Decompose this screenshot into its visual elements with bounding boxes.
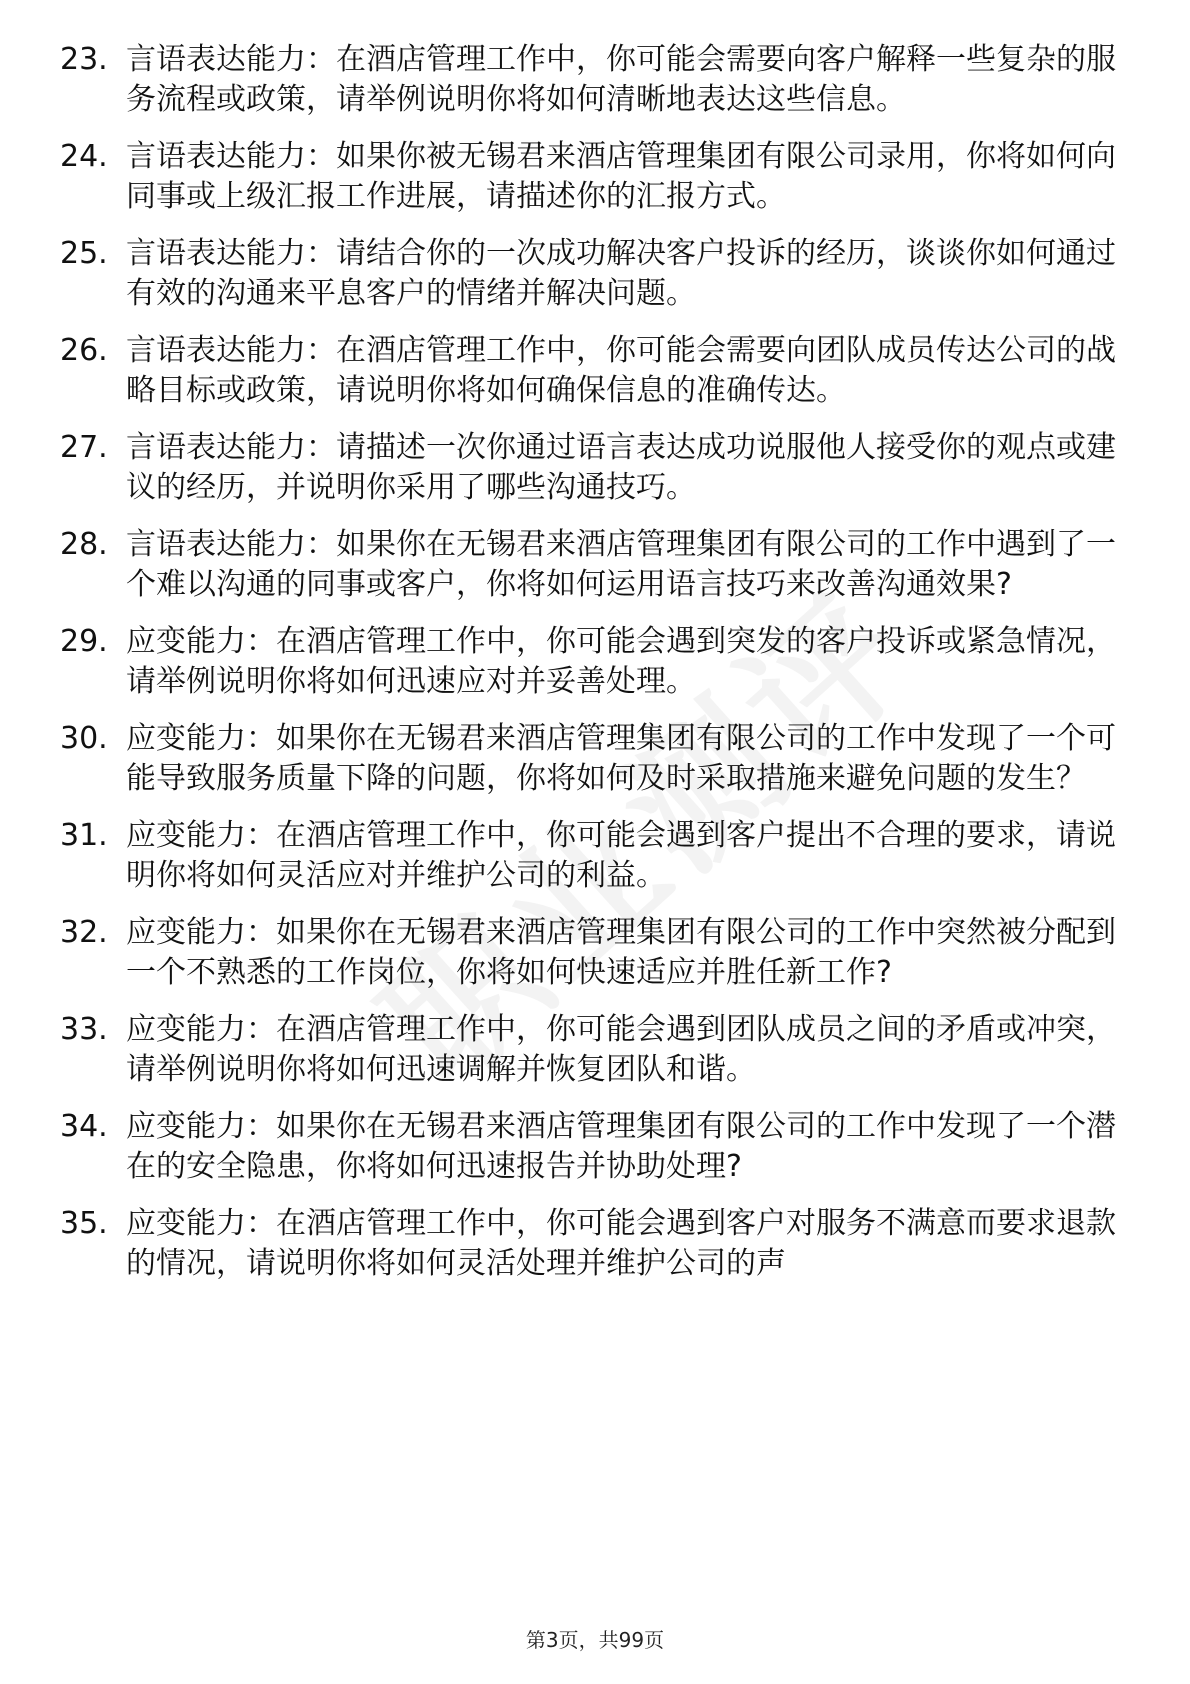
question-item: [60, 622, 1140, 702]
question-text: 应变能力：如果你在无锡君来酒店管理集团有限公司的工作中突然被分配到一个不熟悉的工作岗位，你将如何快速适应并胜任新工作?: [126, 915, 1116, 990]
question-text: 言语表达能力：请结合你的一次成功解决客户投诉的经历，谈谈你如何通过有效的沟通来平息客户的情绪并解决问题。: [126, 236, 1116, 311]
question-item: [60, 816, 1140, 896]
question-text: 应变能力：在酒店管理工作中，你可能会遇到客户对服务不满意而要求退款的情况，请说明你将如何灵活处理并维护公司的声: [126, 1206, 1116, 1281]
question-number: 33.: [60, 1012, 108, 1047]
question-item: [60, 428, 1140, 508]
question-number: 25.: [60, 236, 108, 271]
question-text: 言语表达能力：如果你在无锡君来酒店管理集团有限公司的工作中遇到了一个难以沟通的同事或客户，你将如何运用语言技巧来改善沟通效果?: [126, 527, 1116, 602]
question-number: 27.: [60, 430, 108, 465]
question-list: [60, 40, 1140, 1301]
question-text: 应变能力：如果你在无锡君来酒店管理集团有限公司的工作中发现了一个潜在的安全隐患，你将如何迅速报告并协助处理?: [126, 1109, 1116, 1184]
question-text: 应变能力：在酒店管理工作中，你可能会遇到客户提出不合理的要求，请说明你将如何灵活应对并维护公司的利益。: [126, 818, 1116, 893]
question-item: [60, 40, 1140, 120]
question-number: 23.: [60, 42, 108, 77]
question-item: [60, 1010, 1140, 1090]
question-text: 应变能力：如果你在无锡君来酒店管理集团有限公司的工作中发现了一个可能导致服务质量下降的问题，你将如何及时采取措施来避免问题的发生？: [126, 721, 1116, 796]
question-item: [60, 1204, 1140, 1284]
question-item: [60, 525, 1140, 605]
page-footer: 第3页，共99页: [525, 1628, 665, 1652]
question-item: [60, 1107, 1140, 1187]
question-item: [60, 234, 1140, 314]
question-number: 31.: [60, 818, 108, 853]
question-text: 应变能力：在酒店管理工作中，你可能会遇到突发的客户投诉或紧急情况，请举例说明你将如何迅速应对并妥善处理。: [126, 624, 1116, 699]
question-item: [60, 719, 1140, 799]
question-text: 言语表达能力：请描述一次你通过语言表达成功说服他人接受你的观点或建议的经历，并说明你采用了哪些沟通技巧。: [126, 430, 1116, 505]
question-text: 言语表达能力：如果你被无锡君来酒店管理集团有限公司录用，你将如何向同事或上级汇报工作进展，请描述你的汇报方式。: [126, 139, 1116, 214]
question-number: 28.: [60, 527, 108, 562]
question-text: 言语表达能力：在酒店管理工作中，你可能会需要向客户解释一些复杂的服务流程或政策，请举例说明你将如何清晰地表达这些信息。: [126, 42, 1116, 117]
question-item: [60, 913, 1140, 993]
question-item: [60, 331, 1140, 411]
question-item: [60, 137, 1140, 217]
question-number: 24.: [60, 139, 108, 174]
question-number: 32.: [60, 915, 108, 950]
question-number: 34.: [60, 1109, 108, 1144]
question-text: 应变能力：在酒店管理工作中，你可能会遇到团队成员之间的矛盾或冲突，请举例说明你将如何迅速调解并恢复团队和谐。: [126, 1012, 1116, 1087]
question-number: 29.: [60, 624, 108, 659]
question-number: 35.: [60, 1206, 108, 1241]
question-number: 26.: [60, 333, 108, 368]
question-text: 言语表达能力：在酒店管理工作中，你可能会需要向团队成员传达公司的战略目标或政策，请说明你将如何确保信息的准确传达。: [126, 333, 1116, 408]
question-number: 30.: [60, 721, 108, 756]
